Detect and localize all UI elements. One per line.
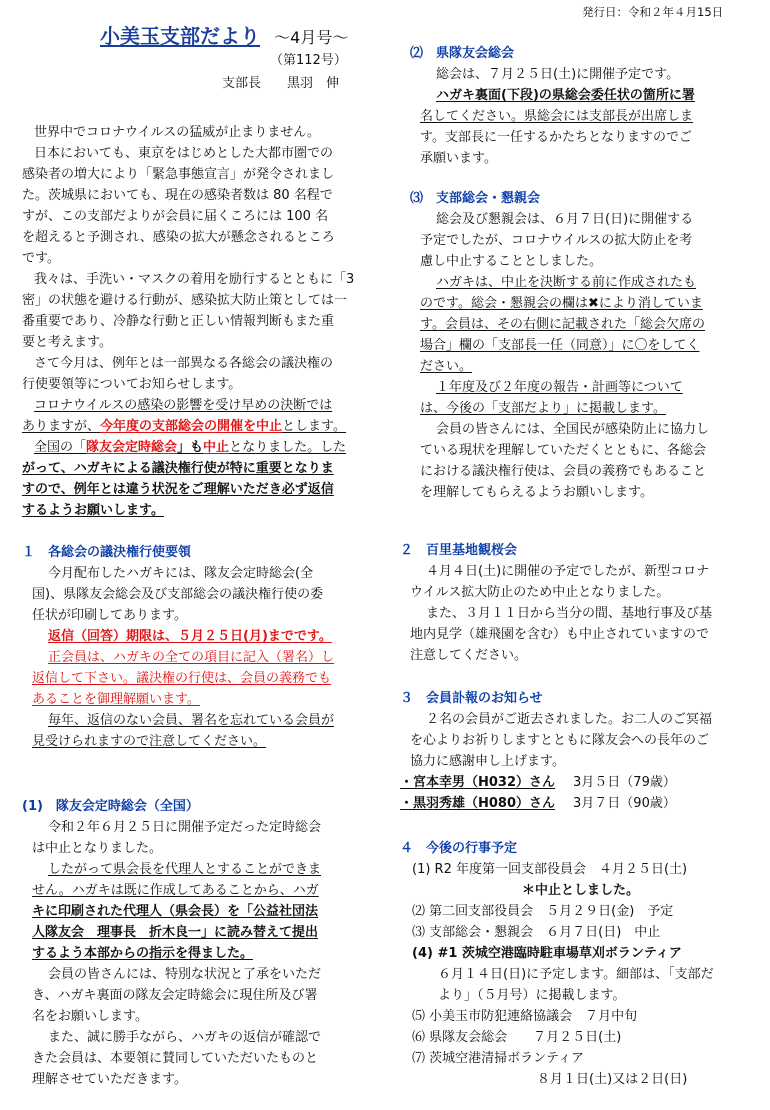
section-1-3-text-line: ハガキは、中止を決断する前に作成されたも [436, 275, 697, 290]
intro-paragraph-5 [22, 458, 372, 521]
section-1-note-line: 毎年、返信のない会員、署名を忘れている会員が [48, 713, 335, 728]
intro-text-line: です。 [22, 251, 60, 266]
section-1-1-text-line: せん。ハガキは既に作成してあることから、ハガ [32, 883, 319, 898]
section-1-1-text-line: したがって県会長を代理人とすることができま [48, 862, 322, 877]
section-1-note-line: 見受けられますので注意してください。 [32, 734, 267, 749]
section-1-1-text-line: また、誠に勝手ながら、ハガキの返信が確認で [48, 1030, 322, 1045]
section-3-text-line: を心よりお祈りしますとともに隊友会への長年のご [410, 733, 710, 748]
intro-text-line: さて今月は、例年とは一部異なる各総会の議決権の [34, 356, 334, 371]
intro-text-line: 我々は、手洗い・マスクの着用を励行するとともに「3 [34, 272, 355, 287]
section-4-heading: ４ 今後の行事予定 [400, 841, 518, 856]
section-3-text-line: 協力に感謝申し上げます。 [410, 754, 565, 769]
obituary-item [400, 772, 760, 793]
schedule-item: ⑺ 茨城空港清掃ボランティア [412, 1051, 585, 1066]
section-1-2-text-line: 承願います。 [420, 151, 497, 166]
intro-text-line: を超えると予測され、感染の拡大が懸念されるところ [22, 230, 335, 245]
section-2-heading: ２ 百里基地観桜会 [400, 543, 518, 558]
schedule-item: (1) R2 年度第一回支部役員会 ４月２５日(土) [412, 862, 688, 877]
section-1-deadline-line: 返信して下さい。議決権の行使は、会員の義務でも [32, 671, 332, 686]
section-1-3-text-line: １年度及び２年度の報告・計画等について [436, 380, 683, 395]
section-1-2-text-line: 名してください。県総会には支部長が出席しま [420, 109, 694, 124]
schedule-item: ⑶ 支部総会・懇親会 ６月７日(日) 中止 [412, 925, 661, 940]
section-1-text-line: 任状が印刷してあります。 [32, 608, 187, 623]
schedule-item: ＊中止としました。 [522, 883, 640, 898]
section-2 [400, 540, 760, 666]
section-1-deadline-line: あることを御理解願います。 [32, 692, 200, 707]
section-3-body [400, 709, 760, 772]
obituary-list [400, 772, 760, 814]
section-1-deadline [22, 626, 372, 710]
issue-number: （第112号） [270, 53, 347, 68]
section-2-text-line: 地内見学（雄飛園を含む）も中止されていますので [410, 627, 710, 642]
section-1-2 [410, 43, 760, 169]
section-1-3-body [410, 209, 760, 503]
section-1-3-text-line: 予定でしたが、コロナウイルスの拡大防止を考 [420, 233, 693, 248]
section-2-text-line: また、３月１１日から当分の間、基地行事及び基 [426, 606, 713, 621]
section-1-1-text-line: は中止となりました。 [32, 841, 163, 856]
section-1-3-text-line: ている現状を理解していただくとともに、各総会 [420, 443, 707, 458]
schedule-item: ⑹ 県隊友会総会 ７月２５日(土) [412, 1030, 622, 1045]
section-1-1-text-line: 理解させていただきます。 [32, 1072, 187, 1087]
section-2-text-line: ウイルス拡大防止のため中止となりました。 [410, 585, 670, 600]
newsletter-header [100, 20, 348, 49]
section-1-1-text-line: 名をお願いします。 [32, 1009, 148, 1024]
section-1-2-body [410, 64, 760, 169]
section-1-1 [22, 796, 372, 1090]
schedule-item: ⑸ 小美玉市防犯連絡協議会 ７月中旬 [412, 1009, 638, 1024]
section-1-1-text-line: 令和２年６月２５日に開催予定だった定時総会 [48, 820, 322, 835]
intro-text-line: 番重要であり、冷静な行動と正しい情報判断もまた重 [22, 314, 335, 329]
section-1-3-text-line: のです。総会・懇親会の欄は✖により消していま [420, 296, 703, 311]
intro-section [22, 122, 372, 521]
section-1-3 [410, 188, 760, 503]
obituary-name: ・黒羽秀雄（H080）さん [400, 796, 556, 811]
section-2-text-line: ４月４日(土)に開催の予定でしたが、新型コロナ [426, 564, 710, 579]
intro-text-line: すが、この支部だよりが会員に届くころには 100 名 [22, 209, 329, 224]
section-1-1-text-line: するよう本部からの指示を得ました。 [32, 946, 254, 961]
section-1-2-text-line: す。支部長に一任するかたちとなりますのでご [420, 130, 692, 145]
section-1-text-line: 国)、県隊友会総会及び支部総会の議決権行使の委 [32, 587, 324, 602]
intro-p4-line-2: ありますが、今年度の支部総会の開催を中止とします。 [22, 419, 346, 434]
newsletter-month: ～4月号～ [274, 28, 349, 47]
section-1-3-heading: ⑶ 支部総会・懇親会 [410, 191, 541, 206]
section-1-1-text-line: き、ハガキ裏面の隊友会定時総会に現住所及び署 [32, 988, 318, 1003]
schedule-list [400, 859, 760, 1090]
section-1-2-text-line: 総会は、７月２５日(土)に開催予定です。 [436, 67, 680, 82]
section-1-2-text-line: ハガキ裏面(下段)の県総会委任状の箇所に署 [436, 88, 695, 103]
section-1-3-text-line: 会員の皆さんには、全国民が感染防止に協力し [436, 422, 710, 437]
intro-text-line: がって、ハガキによる議決権行使が特に重要となりま [22, 461, 334, 476]
section-1-text-line: 今月配布したハガキには、隊友会定時総会(全 [48, 566, 314, 581]
issue-date: 発行日：令和２年４月15日 [582, 5, 724, 19]
section-1-3-text-line: 慮し中止することとしました。 [420, 254, 603, 269]
schedule-item: (4) #1 茨城空港臨時駐車場草刈ボランティア [412, 946, 682, 961]
section-3-heading: ３ 会員訃報のお知らせ [400, 691, 543, 706]
section-1-3-text-line: 場合」欄の「支部長一任（同意）」に〇をしてく [420, 338, 700, 353]
intro-text-line: 世界中でコロナウイルスの猛威が止まりません。 [34, 125, 321, 140]
section-1-deadline-line: 返信（回答）期限は、５月２５日(月)までです。 [48, 629, 332, 644]
intro-text-line: 密」の状態を避ける行動が、感染拡大防止策としては一 [22, 293, 348, 308]
schedule-item: ⑵ 第二回支部役員会 ５月２９日(金) 予定 [412, 904, 674, 919]
section-1-1-heading: (1) 隊友会定時総会（全国） [22, 799, 199, 814]
intro-text-line: た。茨城県においても、現在の感染者数は 80 名程で [22, 188, 333, 203]
author: 支部長 黒羽 伸 [222, 76, 340, 91]
section-1-1-text-line: キに印刷された代理人（県会長）を「公益社団法 [32, 904, 319, 919]
section-1-3-text-line: ださい。 [420, 359, 473, 374]
newsletter-title: 小美玉支部だより [100, 24, 260, 48]
section-1-3-text-line: す。会員は、その右側に記載された「総会欠席の [420, 317, 705, 332]
section-1-heading: １ 各総会の議決権行使要領 [22, 545, 192, 560]
intro-paragraph-1 [22, 122, 372, 269]
obituary-item [400, 793, 760, 814]
section-1-1-body [22, 817, 372, 1090]
intro-paragraph-2 [22, 269, 372, 353]
intro-p5-line-1: 全国の「隊友会定時総会」も中止となりました。した [34, 440, 347, 455]
section-3-text-line: ２名の会員がご逝去されました。お二人のご冥福 [426, 712, 713, 727]
schedule-item: より」（５月号）に掲載します。 [438, 988, 626, 1003]
intro-p4-line-1: コロナウイルスの感染の影響を受け早めの決断では [34, 398, 333, 413]
obituary-name: ・宮本幸男（H032）さん [400, 775, 556, 790]
intro-text-line: するようお願いします。 [22, 503, 164, 518]
intro-text-line: 日本においても、東京をはじめとした大都市圏での [34, 146, 334, 161]
section-1-body [22, 563, 372, 626]
obituary-date: 3月７日（90歳） [573, 796, 676, 811]
section-1 [22, 542, 372, 752]
section-1-1-text-line: きた会員は、本要領に賛同していただいたものと [32, 1051, 319, 1066]
section-1-1-text-line: 会員の皆さんには、特別な状況と了承をいただ [48, 967, 322, 982]
section-1-deadline-line: 正会員は、ハガキの全ての項目に記入（署名）し [48, 650, 335, 665]
section-1-3-text-line: を理解してもらえるようお願いします。 [420, 485, 653, 500]
section-1-3-text-line: における議決権行使は、会員の義務でもあること [420, 464, 707, 479]
section-1-note [22, 710, 372, 752]
section-3 [400, 688, 760, 814]
schedule-item: ６月１４日(日)に予定します。細部は、「支部だ [438, 967, 714, 982]
intro-text-line: 行使要領等についてお知らせします。 [22, 377, 242, 392]
intro-paragraph-3 [22, 353, 372, 395]
schedule-item: ８月１日(土)又は２日(日) [537, 1072, 688, 1087]
section-2-body [400, 561, 760, 666]
section-1-3-text-line: 総会及び懇親会は、６月７日(日)に開催する [436, 212, 694, 227]
section-2-text-line: 注意してください。 [410, 648, 528, 663]
section-1-3-text-line: は、今後の「支部だより」に掲載します。 [420, 401, 666, 416]
intro-text-line: 要と考えます。 [22, 335, 112, 350]
obituary-date: 3月５日（79歳） [573, 775, 676, 790]
section-4 [400, 838, 760, 1090]
intro-text-line: 感染者の増大により「緊急事態宣言」が発令されまし [22, 167, 335, 182]
section-1-2-heading: ⑵ 県隊友会総会 [410, 46, 515, 61]
section-1-1-text-line: 人隊友会 理事長 折木良一」に読み替えて提出 [32, 925, 319, 940]
intro-text-line: すので、例年とは違う状況をご理解いただき必ず返信 [22, 482, 334, 497]
